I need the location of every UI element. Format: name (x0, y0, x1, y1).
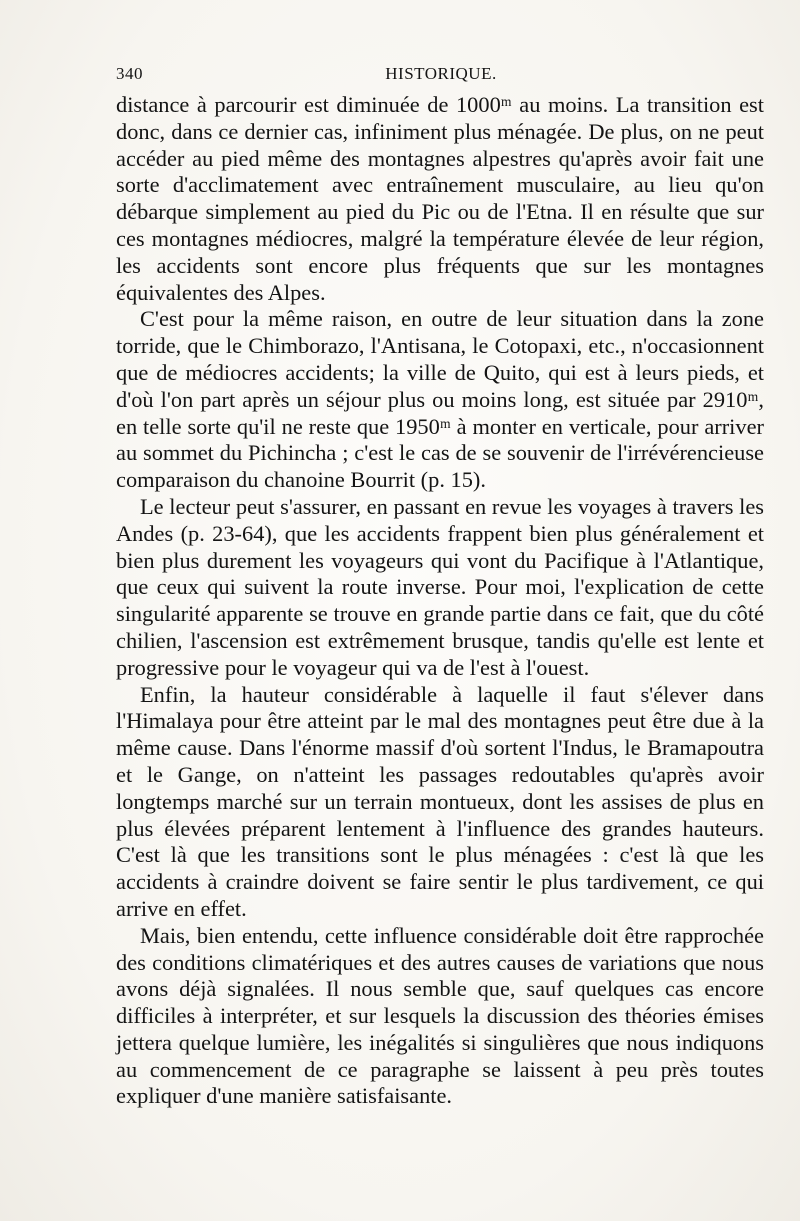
page-body (116, 92, 764, 1110)
paragraph-4: Enfin, la hauteur considérable à laquelle il faut s'élever dans l'Himalaya pour être atteint par le mal des montagnes peut être due à la même cause. Dans l'énorme massif d'où sortent l'Indus, le Bramapoutra et le Gange, on n'atteint les passages redoutables qu'après avoir longtemps marché sur un terrain montueux, dont les assises de plus en plus élevées préparent lentement à l'influence des grandes hauteurs. C'est là que les transitions sont le plus ménagées : c'est là que les accidents à craindre doivent se faire sentir le plus tardivement, ce qui arrive en effet. (116, 681, 764, 921)
paragraph-2: C'est pour la même raison, en outre de leur situation dans la zone torride, que le Chimborazo, l'Antisana, le Cotopaxi, etc., n'occasionnent que de médiocres accidents; la ville de Quito, qui est à leurs pieds, et d'où l'on part après un séjour plus ou moins long, est située par 2910ᵐ, en telle sorte qu'il ne reste que 1950ᵐ à monter en verticale, pour arriver au sommet du Pichincha ; c'est le cas de se souvenir de l'irrévérencieuse comparaison du chanoine Bourrit (p. 15). (116, 306, 764, 493)
page-number: 340 (116, 64, 143, 83)
paragraph-1: distance à parcourir est diminuée de 1000ᵐ au moins. La transition est donc, dans ce dernier cas, infiniment plus ménagée. De plus, on ne peut accéder au pied même des montagnes alpestres qu'après avoir fait une sorte d'acclimatement avec entraînement musculaire, au lieu qu'on débarque simplement au pied du Pic ou de l'Etna. Il en résulte que sur ces montagnes médiocres, malgré la température élevée de leur région, les accidents sont encore plus fréquents que sur les montagnes équivalentes des Alpes. (116, 92, 764, 305)
paragraph-5: Mais, bien entendu, cette influence considérable doit être rapprochée des conditions climatériques et des autres causes de variations que nous avons déjà signalées. Il nous semble que, sauf quelques cas encore difficiles à interpréter, et sur lesquels la discussion des théories émises jettera quelque lumière, les inégalités si singulières que nous indiquons au commencement de ce paragraphe se laissent à peu près toutes expliquer d'une manière satisfaisante. (116, 922, 764, 1109)
page-header (116, 60, 766, 86)
running-head: HISTORIQUE. (385, 64, 497, 83)
paragraph-3: Le lecteur peut s'assurer, en passant en revue les voyages à travers les Andes (p. 23-64), que les accidents frappent bien plus généralement et bien plus durement les voyageurs qui vont du Pacifique à l'Atlantique, que ceux qui suivent la route inverse. Pour moi, l'explication de cette singularité apparente se trouve en grande partie dans ce fait, que du côté chilien, l'ascension est extrêmement brusque, tandis qu'elle est lente et progressive pour le voyageur qui va de l'est à l'ouest. (116, 493, 764, 680)
